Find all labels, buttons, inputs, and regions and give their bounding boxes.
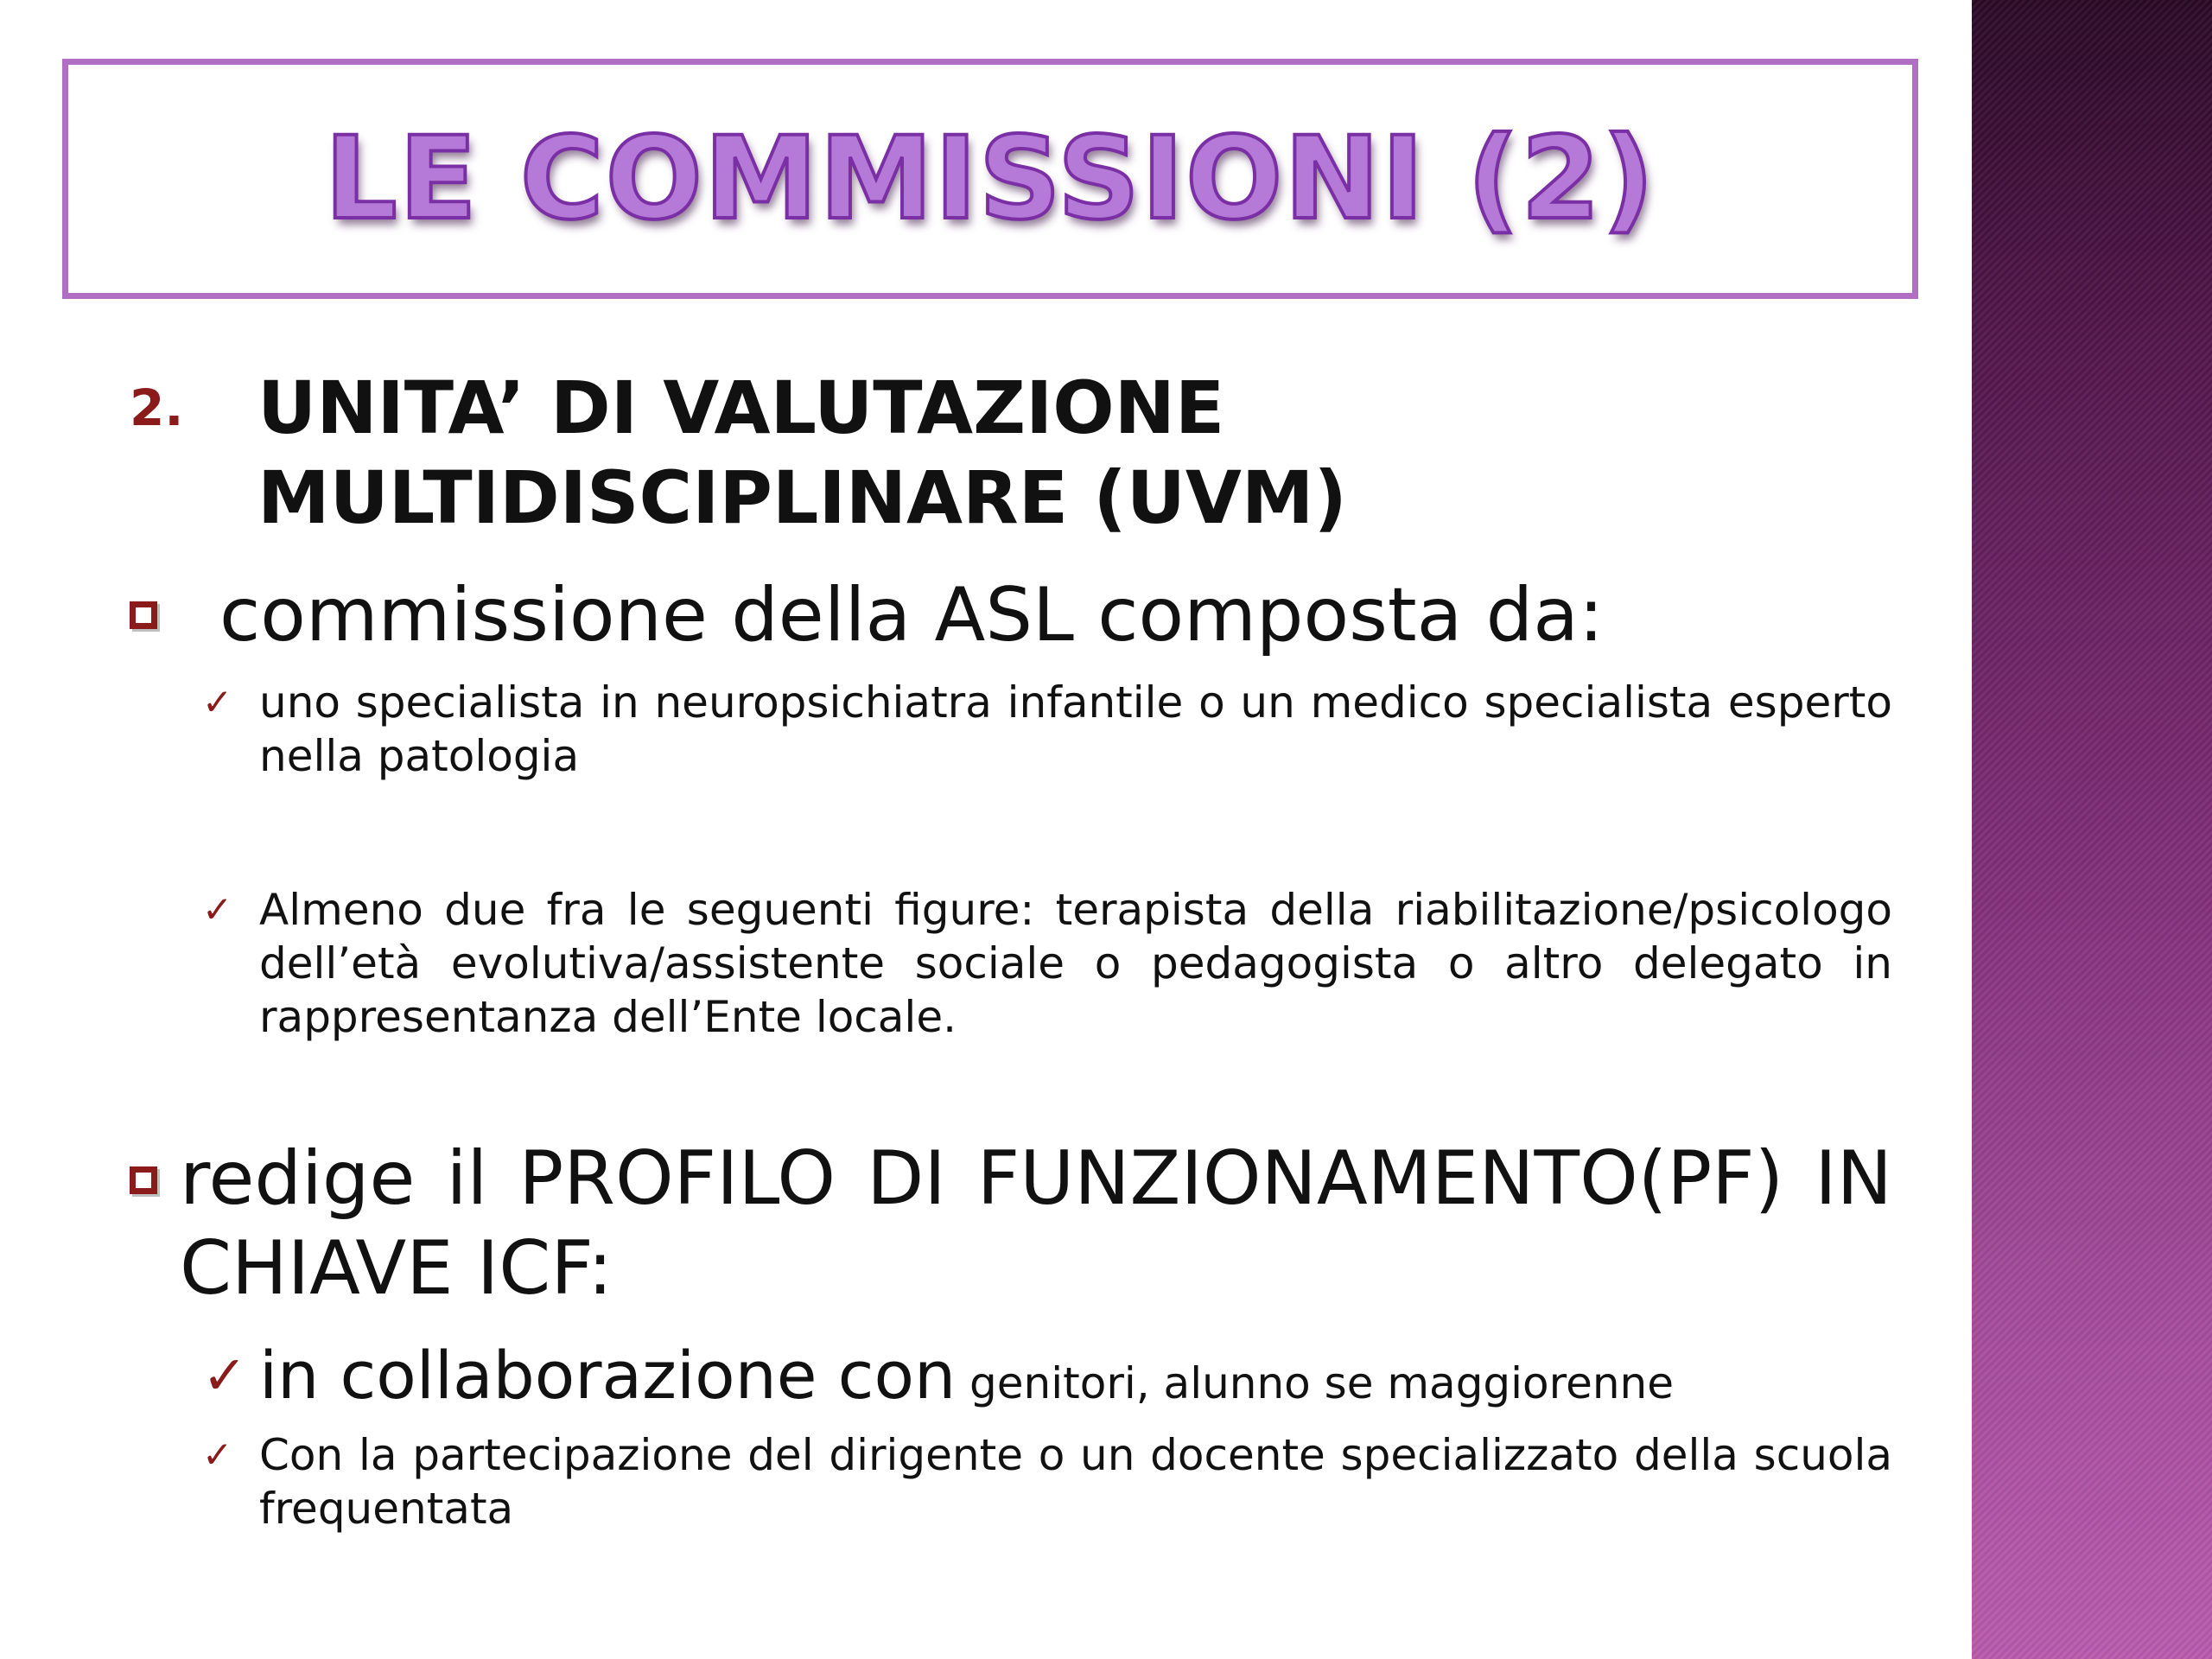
subitem-partecipazione bbox=[202, 1428, 1892, 1535]
square-bullet-icon bbox=[130, 601, 157, 629]
subitem-figure bbox=[202, 883, 1892, 1044]
subitem-partecipazione-text: Con la partecipazione del dirigente o un docente specializzato della scuola frequentata bbox=[259, 1430, 1892, 1534]
checkmark-icon: ✓ bbox=[202, 681, 233, 723]
subitem-specialista bbox=[202, 676, 1892, 783]
square-bullet-icon bbox=[130, 1166, 157, 1194]
subitem-figure-text: Almeno due fra le seguenti figure: terapista della riabilitazione/psicologo dell’età evolutiva/assistente sociale o pedagogista o altro delegato in rappresentanza dell’Ente locale. bbox=[259, 885, 1892, 1042]
subitem-collaborazione-text bbox=[259, 1334, 1892, 1425]
slide-content bbox=[130, 363, 1892, 1535]
bullet-profilo bbox=[130, 1134, 1892, 1313]
subitem-collaborazione bbox=[202, 1334, 1892, 1428]
checkmark-icon: ✓ bbox=[202, 1344, 247, 1407]
numbered-heading bbox=[130, 363, 1892, 543]
item-heading: UNITA’ DI VALUTAZIONE MULTIDISCIPLINARE (UVM) bbox=[257, 365, 1347, 540]
decorative-side-band bbox=[1972, 0, 2212, 1659]
collaborazione-small-text: genitori, alunno se maggiorenne bbox=[969, 1358, 1675, 1408]
slide-title: LE COMMISSIONI (2) bbox=[324, 112, 1656, 245]
collaborazione-large-text: in collaborazione con bbox=[259, 1337, 957, 1414]
item-number: 2. bbox=[130, 378, 184, 437]
bullet-profilo-text: redige il PROFILO DI FUNZIONAMENTO(PF) IN CHIAVE ICF: bbox=[180, 1135, 1892, 1312]
bullet-commissione bbox=[130, 567, 1892, 664]
checkmark-icon: ✓ bbox=[202, 1433, 233, 1476]
title-box bbox=[62, 59, 1918, 299]
bullet-commissione-text: commissione della ASL composta da: bbox=[219, 572, 1604, 658]
checkmark-icon: ✓ bbox=[202, 888, 233, 931]
subitem-specialista-text: uno specialista in neuropsichiatra infantile o un medico specialista esperto nella patologia bbox=[259, 677, 1892, 781]
